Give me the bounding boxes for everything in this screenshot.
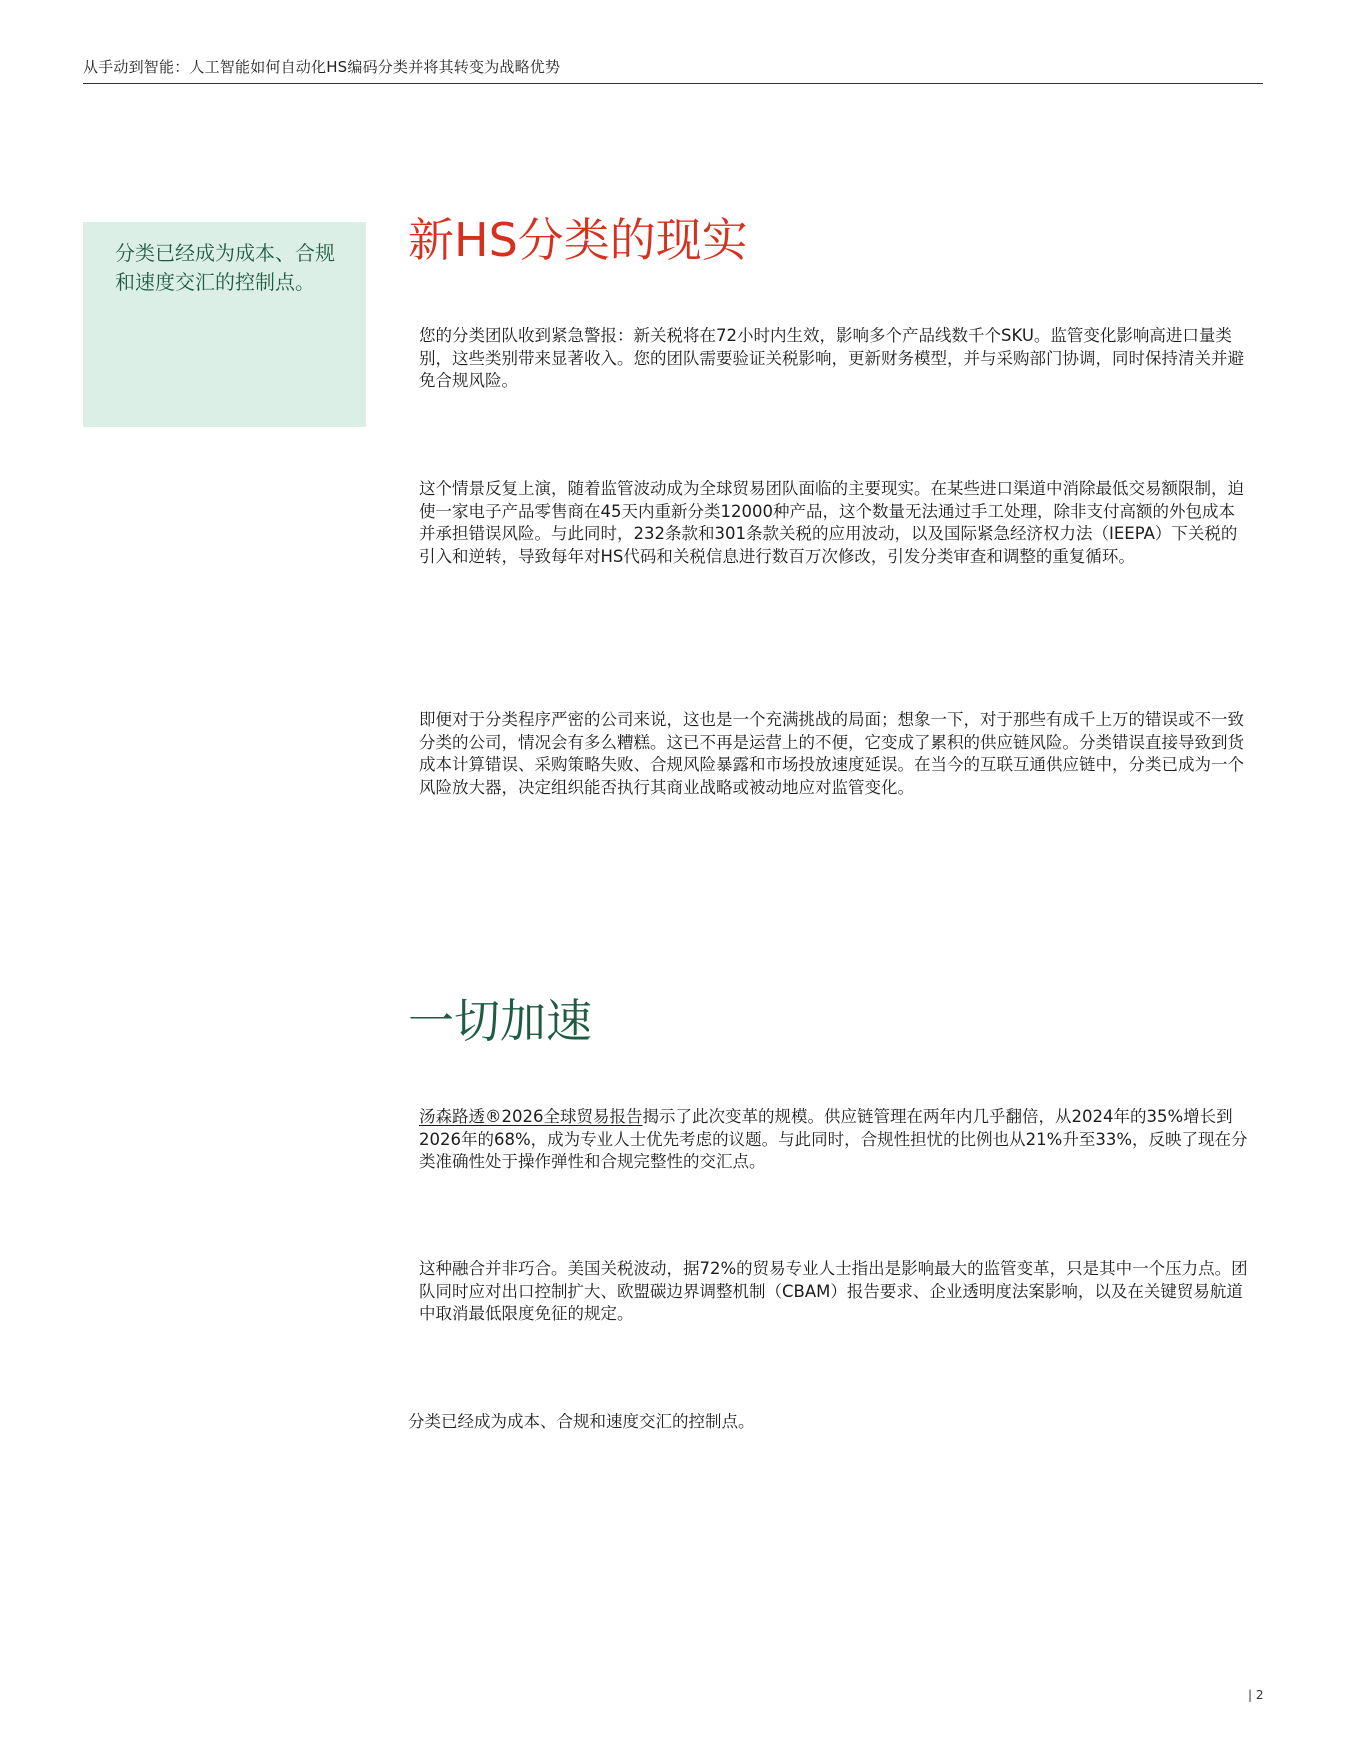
section-title-acceleration: 一切加速 [408,994,592,1048]
report-link[interactable]: 汤森路透®2026全球贸易报告 [419,1107,643,1126]
page-number: | 2 [1248,1688,1264,1702]
pull-quote: 分类已经成为成本、合规和速度交汇的控制点。 [408,1412,755,1431]
body-text: 揭示了此次变革的规模。供应链管理在两年内几乎翻倍，从2024年的35%增长到2026年的68%，成为专业人士优先考虑的议题。与此同时，合规性担忧的比例也从21%升至33%，反映了现在分类准确性处于操作弹性和合规完整性的交汇点。 [419,1107,1248,1171]
body-paragraph: 即便对于分类程序严密的公司来说，这也是一个充满挑战的局面；想象一下，对于那些有成千上万的错误或不一致分类的公司，情况会有多么糟糕。这已不再是运营上的不便，它变成了累积的供应链风险。分类错误直接导致到货成本计算错误、采购策略失败、合规风险暴露和市场投放速度延误。在当今的互联互通供应链中，分类已成为一个风险放大器，决定组织能否执行其商业战略或被动地应对监管变化。 [419,710,1244,797]
running-header: 从手动到智能：人工智能如何自动化HS编码分类并将其转变为战略优势 [83,58,561,76]
body-paragraph [419,1106,1251,1174]
sidebar-callout-text: 分类已经成为成本、合规和速度交汇的控制点。 [115,241,335,294]
body-paragraph: 这种融合并非巧合。美国关税波动，据72%的贸易专业人士指出是影响最大的监管变革，只是其中一个压力点。团队同时应对出口控制扩大、欧盟碳边界调整机制（CBAM）报告要求、企业透明度法案影响，以及在关键贸易航道中取消最低限度免征的规定。 [419,1259,1248,1323]
body-paragraph: 您的分类团队收到紧急警报：新关税将在72小时内生效，影响多个产品线数千个SKU。监管变化影响高进口量类别，这些类别带来显著收入。您的团队需要验证关税影响，更新财务模型，并与采购部门协调，同时保持清关并避免合规风险。 [419,326,1244,390]
body-paragraph: 这个情景反复上演，随着监管波动成为全球贸易团队面临的主要现实。在某些进口渠道中消除最低交易额限制，迫使一家电子产品零售商在45天内重新分类12000种产品，这个数量无法通过手工处理，除非支付高额的外包成本并承担错误风险。与此同时，232条款和301条款关税的应用波动，以及国际紧急经济权力法（IEEPA）下关税的引入和逆转，导致每年对HS代码和关税信息进行数百万次修改，引发分类审查和调整的重复循环。 [419,479,1244,566]
section-title-hs-reality: 新HS分类的现实 [408,213,748,267]
header-divider [83,83,1263,84]
sidebar-callout [83,222,366,427]
